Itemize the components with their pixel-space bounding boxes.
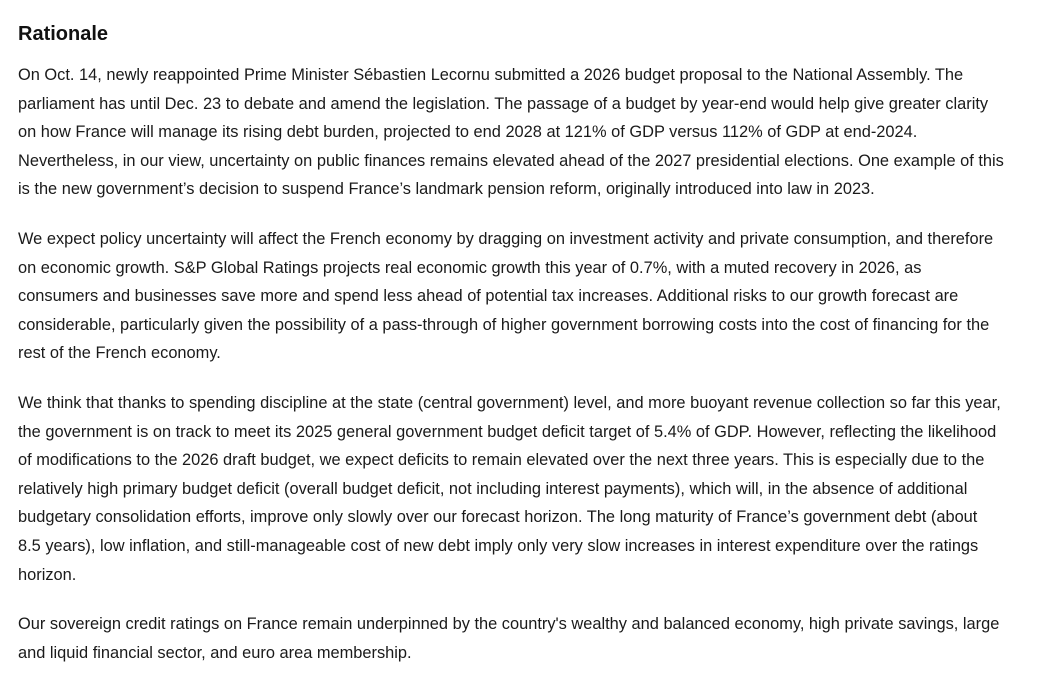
paragraph-line: rest of the French economy. [18,344,221,363]
paragraph-line: on economic growth. S&P Global Ratings projects real economic growth this year of 0.7%, with a muted recovery in 2026, as [18,258,922,277]
paragraph-line: 8.5 years), low inflation, and still-manageable cost of new debt imply only very slow increases in interest expenditure over the ratings [18,536,979,555]
paragraph-line: of modifications to the 2026 draft budget, we expect deficits to remain elevated over the next three years. This is especially due to the [18,451,985,470]
paragraph-line: Nevertheless, in our view, uncertainty on public finances remains elevated ahead of the 2027 presidential elections. One example of this [18,151,1004,170]
body-paragraph [18,61,1047,204]
paragraph-line: On Oct. 14, newly reappointed Prime Minister Sébastien Lecornu submitted a 2026 budget proposal to the National Assembly. The [18,66,964,84]
paragraph-line: budgetary consolidation efforts, improve only slowly over our forecast horizon. The long maturity of France’s government debt (about [18,508,978,527]
body-paragraph [18,389,1047,589]
paragraph-line: on how France will manage its rising debt burden, projected to end 2028 at 121% of GDP versus 112% of GDP at end-2024. [18,123,918,142]
paragraph-line: horizon. [18,565,77,584]
paragraph-line: parliament has until Dec. 23 to debate and amend the legislation. The passage of a budget by year-end would help give greater clarity [18,94,989,113]
section-heading: Rationale [18,23,109,45]
paragraph-line: the government is on track to meet its 2025 general government budget deficit target of 5.4% of GDP. However, reflecting the likelihood [18,422,997,441]
paragraph-line: We think that thanks to spending discipline at the state (central government) level, and more buoyant revenue collection so far this year, [18,393,1001,412]
body-paragraph [18,225,1047,368]
paragraphs-container [18,61,1047,667]
paragraph-line: relatively high primary budget deficit (overall budget deficit, not including interest payments), which will, in the absence of additional [18,479,968,498]
paragraph-line: considerable, particularly given the possibility of a pass-through of higher government borrowing costs into the cost of financing for the [18,315,990,334]
paragraph-line: We expect policy uncertainty will affect the French economy by dragging on investment activity and private consumption, and therefore [18,229,994,248]
paragraph-line: and liquid financial sector, and euro area membership. [18,643,412,662]
paragraph-line: is the new government’s decision to suspend France’s landmark pension reform, originally introduced into law in 2023. [18,180,875,199]
paragraph-line: consumers and businesses save more and spend less ahead of potential tax increases. Additional risks to our growth forecast are [18,287,959,306]
paragraph-line: Our sovereign credit ratings on France remain underpinned by the country's wealthy and balanced economy, high private savings, large [18,615,1000,634]
body-paragraph [18,610,1047,667]
